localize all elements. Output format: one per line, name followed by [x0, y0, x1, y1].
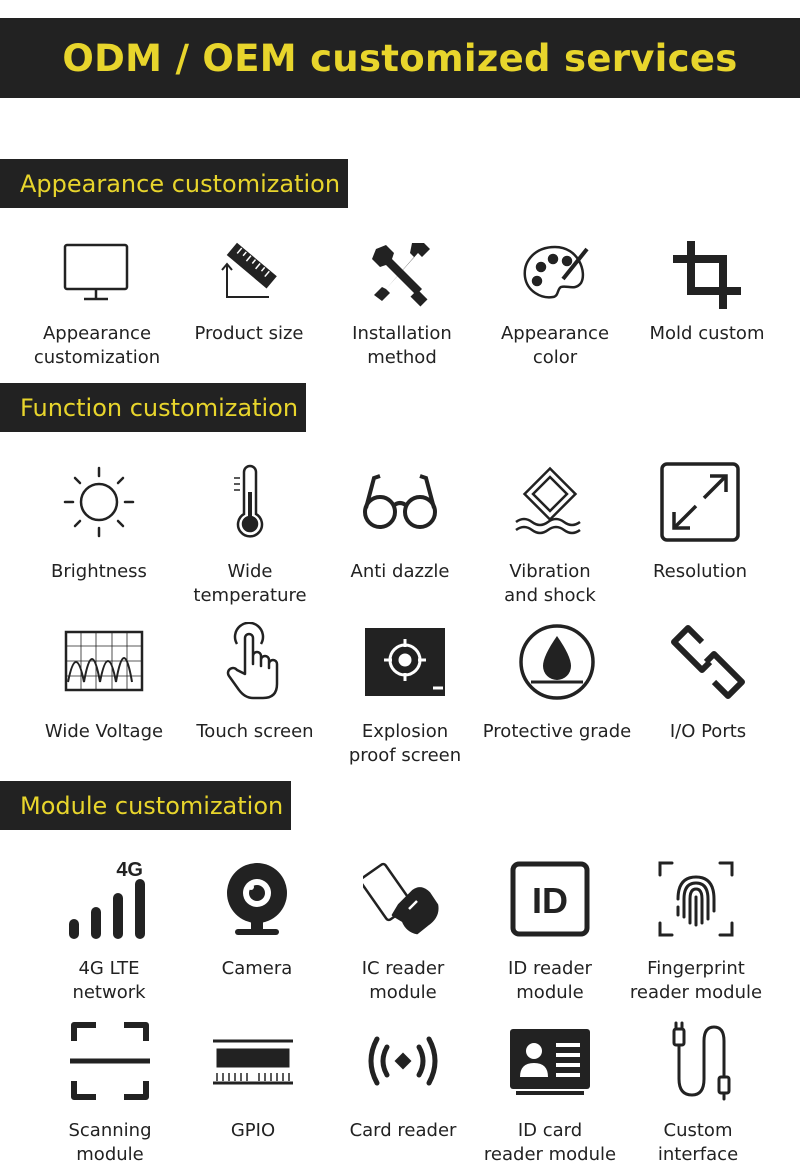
- vibration-icon: [510, 462, 590, 542]
- sun-icon: [59, 462, 139, 542]
- item-label: GPIO: [230, 1120, 276, 1141]
- item-label: Wide Voltage: [44, 721, 164, 742]
- webcam-icon: [217, 859, 297, 939]
- water-drop-icon: [517, 622, 597, 702]
- memory-chip-icon: [213, 1021, 293, 1101]
- oscilloscope-icon: [64, 622, 144, 702]
- expand-icon: [660, 462, 740, 542]
- thermometer-icon: [210, 462, 290, 542]
- section-tag-function: [0, 383, 306, 432]
- item-label: 4G LTE network: [72, 958, 146, 1003]
- header-banner: [0, 18, 800, 98]
- item-label: Mold custom: [649, 323, 765, 344]
- item-label: Explosion proof screen: [348, 721, 462, 766]
- section-tag-module: [0, 781, 291, 830]
- item-label: Wide temperature: [193, 561, 307, 606]
- scan-icon: [70, 1021, 150, 1101]
- item-label: Appearance customization: [33, 323, 161, 368]
- item-label: Protective grade: [482, 721, 632, 742]
- item-label: Fingerprint reader module: [629, 958, 763, 1003]
- glasses-icon: [360, 462, 440, 542]
- item-label: Scanning module: [68, 1120, 152, 1165]
- badge-text: ID: [532, 880, 568, 921]
- signal-4g-icon: [69, 859, 149, 939]
- item-label: ID card reader module: [483, 1120, 617, 1165]
- link-icon: [668, 622, 748, 702]
- tools-icon: [362, 235, 442, 315]
- id-icon: [510, 859, 590, 939]
- fingerprint-icon: [656, 859, 736, 939]
- touch-hand-icon: [215, 622, 295, 702]
- cable-icon: [658, 1021, 738, 1101]
- section-title: Function customization: [20, 393, 299, 422]
- item-label: Resolution: [652, 561, 748, 582]
- card-swipe-icon: [363, 859, 443, 939]
- badge-text: 4G: [116, 859, 143, 881]
- page-title: ODM / OEM customized services: [62, 36, 738, 80]
- monitor-icon: [57, 235, 137, 315]
- crop-icon: [667, 235, 747, 315]
- section-title: Appearance customization: [20, 169, 341, 198]
- item-label: I/O Ports: [669, 721, 747, 742]
- section-tag-appearance: [0, 159, 348, 208]
- target-screen-icon: [365, 622, 445, 702]
- item-label: Installation method: [352, 323, 452, 368]
- item-label: Anti dazzle: [350, 561, 450, 582]
- palette-icon: [515, 235, 595, 315]
- item-label: Camera: [221, 958, 293, 979]
- item-label: Product size: [194, 323, 304, 344]
- item-label: ID reader module: [508, 958, 592, 1003]
- item-label: Card reader: [349, 1120, 457, 1141]
- id-card-icon: [510, 1021, 590, 1101]
- nfc-icon: [363, 1021, 443, 1101]
- item-label: Touch screen: [196, 721, 314, 742]
- item-label: IC reader module: [361, 958, 445, 1003]
- ruler-icon: [209, 235, 289, 315]
- item-label: Custom interface: [657, 1120, 739, 1165]
- item-label: Appearance color: [500, 323, 610, 368]
- section-title: Module customization: [20, 791, 284, 820]
- item-label: Vibration and shock: [504, 561, 596, 606]
- item-label: Brightness: [51, 561, 147, 582]
